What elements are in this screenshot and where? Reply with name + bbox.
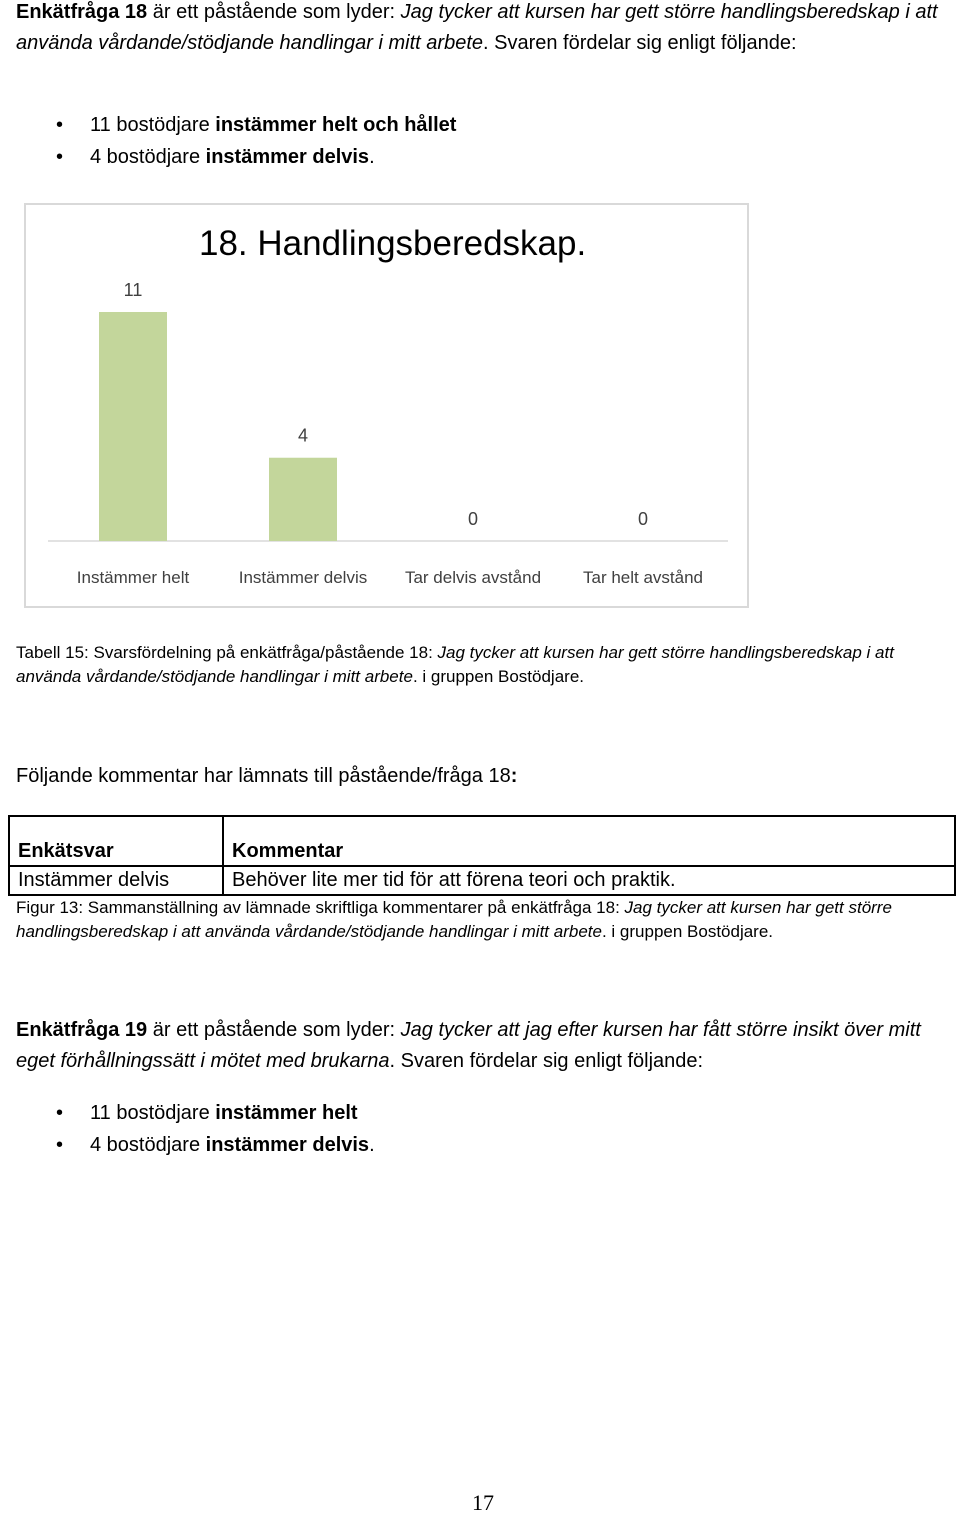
caption-post: . i gruppen Bostödjare.	[412, 667, 585, 686]
category-label-2: Tar delvis avstånd	[404, 568, 542, 587]
list-item	[0, 141, 456, 173]
comment-intro-colon: :	[510, 765, 518, 787]
bullet-answer: instämmer helt och hållet	[215, 114, 457, 136]
data-label-1: 4	[297, 425, 309, 446]
bullet-tail: .	[369, 146, 375, 168]
data-label-3: 0	[637, 509, 649, 529]
data-label-2: 0	[467, 509, 479, 529]
bullet-tail: .	[369, 1134, 375, 1156]
bar-1	[269, 458, 337, 541]
comment-intro-text: Följande kommentar har lämnats till påstående/fråga 18	[16, 765, 511, 787]
list-item	[0, 1129, 375, 1161]
bar-chart	[24, 203, 749, 608]
question-19-bullets	[0, 1097, 375, 1161]
list-item	[0, 1097, 375, 1129]
question-19-pre: är ett påstående som lyder:	[147, 1019, 401, 1041]
question-19-statement: Jag tycker att jag efter kursen har fått större insikt över mitt eget förhållningssätt i mötet med brukarna	[16, 1019, 921, 1072]
bullet-answer: instämmer helt	[215, 1102, 358, 1124]
question-18-bullets	[0, 109, 456, 173]
caption-statement: Jag tycker att kursen har gett större handlingsberedskap i att använda vårdande/stödjande handlingar i mitt arbete	[16, 643, 894, 686]
category-label-1: Instämmer delvis	[238, 568, 368, 587]
question-18-pre: är ett påstående som lyder:	[147, 1, 401, 23]
bar-chart-svg	[26, 205, 747, 606]
question-19-paragraph	[16, 1015, 951, 1077]
table-header-row	[9, 816, 955, 866]
chart-title: 18. Handlingsberedskap.	[199, 224, 587, 263]
category-label-3: Tar helt avstånd	[582, 568, 704, 587]
question-19-label: Enkätfråga 19	[16, 1019, 148, 1041]
bullet-count: 4 bostödjare	[90, 146, 206, 168]
figure-statement: Jag tycker att kursen har gett större handlingsberedskap i att använda vårdande/stödjande handlingar i mitt arbete	[16, 898, 892, 941]
cell-answer: Instämmer delvis	[9, 866, 223, 895]
question-18-label: Enkätfråga 18	[16, 1, 148, 23]
question-19-post: . Svaren fördelar sig enligt följande:	[389, 1050, 704, 1072]
data-label-0: 11	[123, 280, 143, 300]
question-18-statement: Jag tycker att kursen har gett större handlingsberedskap i att använda vårdande/stödjande handlingar i mitt arbete	[16, 1, 938, 54]
page-number: 17	[472, 1490, 494, 1515]
cell-comment: Behöver lite mer tid för att förena teori och praktik.	[223, 866, 955, 895]
list-item	[0, 109, 456, 141]
header-enkatsvar: Enkätsvar	[9, 816, 223, 866]
bullet-count: 11 bostödjare	[90, 114, 216, 136]
comment-table	[8, 815, 956, 896]
caption-pre: Tabell 15: Svarsfördelning på enkätfråga/påstående 18:	[16, 643, 438, 662]
bullet-count: 4 bostödjare	[90, 1134, 206, 1156]
question-18-post: . Svaren fördelar sig enligt följande:	[483, 32, 797, 54]
figure-pre: Figur 13: Sammanställning av lämnade skriftliga kommentarer på enkätfråga 18:	[16, 898, 625, 917]
bullet-count: 11 bostödjare	[90, 1102, 216, 1124]
bar-0	[99, 312, 167, 541]
table-15-caption	[16, 641, 951, 689]
header-kommentar: Kommentar	[223, 816, 955, 866]
category-label-0: Instämmer helt	[76, 568, 190, 587]
bullet-answer: instämmer delvis	[205, 1134, 370, 1156]
question-18-paragraph	[16, 0, 951, 59]
bullet-answer: instämmer delvis	[205, 146, 370, 168]
table-row	[9, 866, 955, 895]
comment-intro	[16, 761, 951, 792]
figure-post: . i gruppen Bostödjare.	[601, 922, 774, 941]
figure-13-caption	[16, 896, 951, 944]
